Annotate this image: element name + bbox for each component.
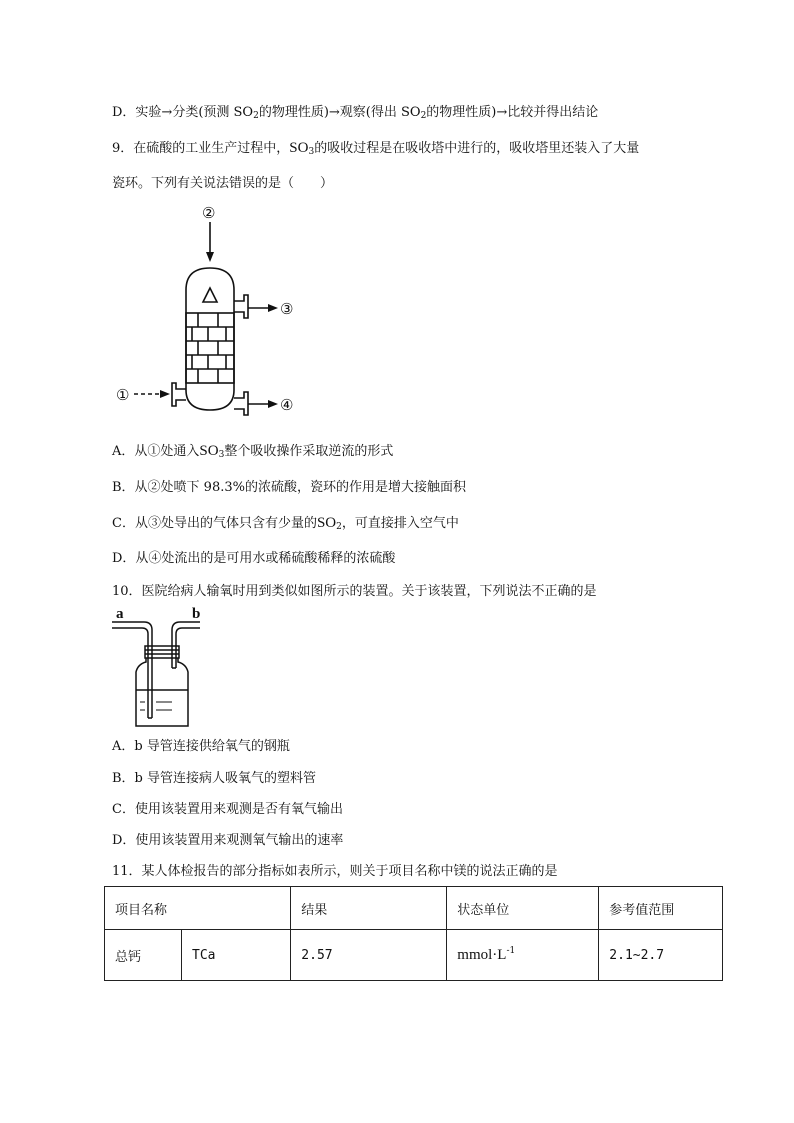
stopper [145,646,179,658]
cell-result: 2.57 [291,930,447,981]
label-2: ② [202,204,216,222]
cell-name-code: TCa [182,930,291,981]
outlet-3-nozzle [234,295,248,318]
q10-option-d: D．使用该装置用来观测氧气输出的速率 [112,833,344,848]
label-1: ① [116,386,130,404]
table-header-row [105,887,723,930]
cell-unit: $mmol\cdot L^{-1}$ [447,930,599,981]
bottle [136,658,188,726]
q10-option-c: C．使用该装置用来观测是否有氧气输出 [112,802,343,817]
q9-option-a: A．从①处通入$SO_3$整个吸收操作采取逆流的形式 [112,443,394,460]
q10-option-a: A．b 导管连接供给氧气的钢瓶 [112,739,290,754]
q8-option-d: D．实验→分类(预测 $SO_2$的物理性质)→观察(得出 $SO_2$的物理性质)→比较并得出结论 [112,105,599,121]
tube-a [112,622,152,718]
q11-stem: 11．某人体检报告的部分指标如表所示，则关于项目名称中镁的说法正确的是 [112,864,558,879]
label-a: a [116,606,124,622]
header-result: 结果 [291,887,447,930]
sprayer [203,288,217,302]
inlet-1-nozzle [172,383,186,406]
q9-stem-line1: 9．在硫酸的工业生产过程中，$SO_3$的吸收过程是在吸收塔中进行的，吸收塔里还装入了大量 [112,140,640,157]
q9-option-d: D．从④处流出的是可用水或稀硫酸稀释的浓硫酸 [112,551,396,566]
cell-reference-range: 2.1~2.7 [599,930,723,981]
q9-option-c: C．从③处导出的气体只含有少量的$SO_2$，可直接排入空气中 [112,515,459,532]
gas-washing-bottle-diagram [112,606,212,730]
header-reference-range: 参考值范围 [599,887,723,930]
report-table [104,886,723,981]
q10-stem: 10．医院给病人输氧时用到类似如图所示的装置。关于该装置，下列说法不正确的是 [112,584,597,599]
q10-option-b: B．b 导管连接病人吸氧气的塑料管 [112,771,317,786]
ceramic-ring-packing [186,313,234,383]
header-item-name: 项目名称 [105,887,291,930]
q9-option-b: B．从②处喷下 98.3%的浓硫酸，瓷环的作用是增大接触面积 [112,480,466,495]
label-4: ④ [280,396,294,414]
header-unit: 状态单位 [447,887,599,930]
absorption-tower-diagram [110,200,310,430]
table-row [105,930,723,981]
outlet-4-nozzle [234,392,248,415]
label-b: b [192,606,201,622]
cell-name-cn: 总钙 [105,930,182,981]
label-3: ③ [280,300,294,318]
q9-stem-line2: 瓷环。下列有关说法错误的是（ ） [112,176,334,191]
